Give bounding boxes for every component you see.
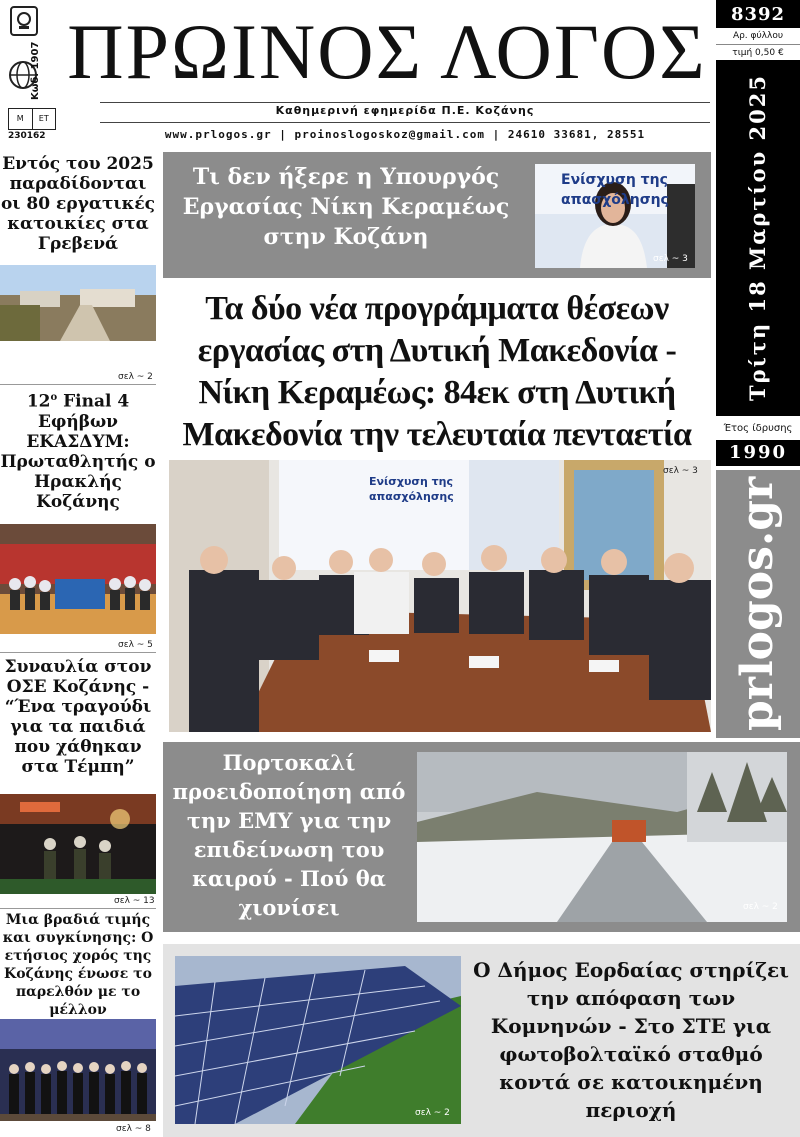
weather-story-page: σελ ~ 2 <box>743 902 778 912</box>
weather-story[interactable] <box>163 742 800 932</box>
sidebar-headline-2-sup: ο <box>50 392 58 403</box>
sidebar-headline-2[interactable] <box>0 388 156 512</box>
sidebar-page-2: σελ ~ 5 <box>118 640 153 650</box>
top-story[interactable] <box>163 152 711 278</box>
solar-story-page: σελ ~ 2 <box>415 1108 450 1118</box>
newspaper-title: ΠΡΩΙΝΟΣ ΛΟΓΟΣ <box>67 8 707 95</box>
site-logo-box <box>716 470 800 738</box>
code-box <box>8 108 56 130</box>
meeting-photo-banner: Ενίσχυση της απασχόλησης <box>369 475 454 503</box>
top-story-page: σελ ~ 3 <box>653 254 688 264</box>
solar-story-headline: Ο Δήμος Εορδαίας στηρίζει την απόφαση των Κομνηνών - Στο ΣΤΕ για φωτοβολταϊκό σταθμό κοντά σε κατοικημένη περιοχή <box>473 958 789 1122</box>
code-box-right: ΕΤ <box>38 114 49 123</box>
code-number: 230162 <box>8 131 46 141</box>
minister-photo <box>535 164 695 268</box>
sidebar-rule-3 <box>0 908 156 909</box>
founded-label: Έτος ίδρυσης <box>723 423 793 434</box>
sidebar-headline-4[interactable]: Μια βραδιά τιμής και συγκίνησης: Ο ετήσιος χορός της Κοζάνης ένωσε το παρελθόν με το μέλλον <box>2 912 154 1018</box>
weather-story-headline: Πορτοκαλί προειδοποίηση από την ΕΜΥ για την επιδείνωση του καιρού - Πού θα χιονίσει <box>172 750 406 920</box>
lead-story-headline: Τα δύο νέα προγράμματα θέσεων εργασίας στη Δυτική Μακεδονία - Νίκη Κεραμέως: 84εκ στη Δυτική Μακεδονία την τελευταία πενταετία <box>182 290 692 453</box>
sidebar-page-4: σελ ~ 8 <box>116 1124 151 1134</box>
contact-line: www.prlogos.gr | proinoslogoskoz@gmail.com | 24610 33681, 28551 <box>164 128 646 141</box>
village-photo <box>0 265 156 341</box>
issue-number: 8392 <box>716 0 800 28</box>
founded-year: 1990 <box>716 440 800 466</box>
lead-story-page: σελ ~ 3 <box>663 466 698 476</box>
lead-story[interactable] <box>163 282 711 732</box>
masthead <box>0 0 714 150</box>
sidebar-headline-2-text: Final 4 Εφήβων ΕΚΑΣΔΥΜ: Πρωταθλητής ο Ηρακλής Κοζάνης <box>0 391 156 512</box>
issue-price: τιμή 0,50 € <box>732 48 784 58</box>
sidebar-headline-3[interactable]: Συναυλία στον ΟΣΕ Κοζάνης - “Ένα τραγούδι για τα παιδιά που χάθηκαν στα Τέμπη” <box>4 657 152 777</box>
sidebar-headline-2-pre: 12 <box>26 391 51 412</box>
solar-panels-photo <box>175 956 461 1124</box>
solar-story[interactable] <box>163 944 800 1137</box>
snow-road-photo <box>417 752 787 922</box>
concert-photo <box>0 794 156 894</box>
meeting-photo <box>169 460 711 732</box>
minister-photo-banner: Ενίσχυση της απασχόλησης <box>561 172 669 208</box>
sidebar-page-3: σελ ~ 13 <box>114 896 155 906</box>
dance-event-photo <box>0 1019 156 1121</box>
sidebar-page-1: σελ ~ 2 <box>118 372 153 382</box>
site-logo: prlogos.gr <box>732 476 783 732</box>
code-vertical: Κωδ. 1907 <box>30 41 41 100</box>
date-box <box>716 60 800 416</box>
basketball-team-photo <box>0 524 156 634</box>
sidebar-headline-1[interactable]: Εντός του 2025 παραδίδονται οι 80 εργατικές κατοικίες στα Γρεβενά <box>0 154 156 254</box>
top-story-headline: Τι δεν ήξερε η Υπουργός Εργασίας Νίκη Κεραμέως στην Κοζάνη <box>182 164 510 250</box>
title-rule <box>100 102 710 103</box>
sidebar-rule-2 <box>0 652 156 653</box>
code-box-left: Μ <box>9 109 33 129</box>
subtitle-rule <box>100 122 710 123</box>
issue-date: Τρίτη 18 Μαρτίου 2025 <box>745 74 770 402</box>
newspaper-subtitle: Καθημερινή εφημερίδα Π.Ε. Κοζάνης <box>275 104 535 117</box>
issue-number-label: Αρ. φύλλου <box>716 28 800 45</box>
sidebar-rule-1 <box>0 384 156 385</box>
